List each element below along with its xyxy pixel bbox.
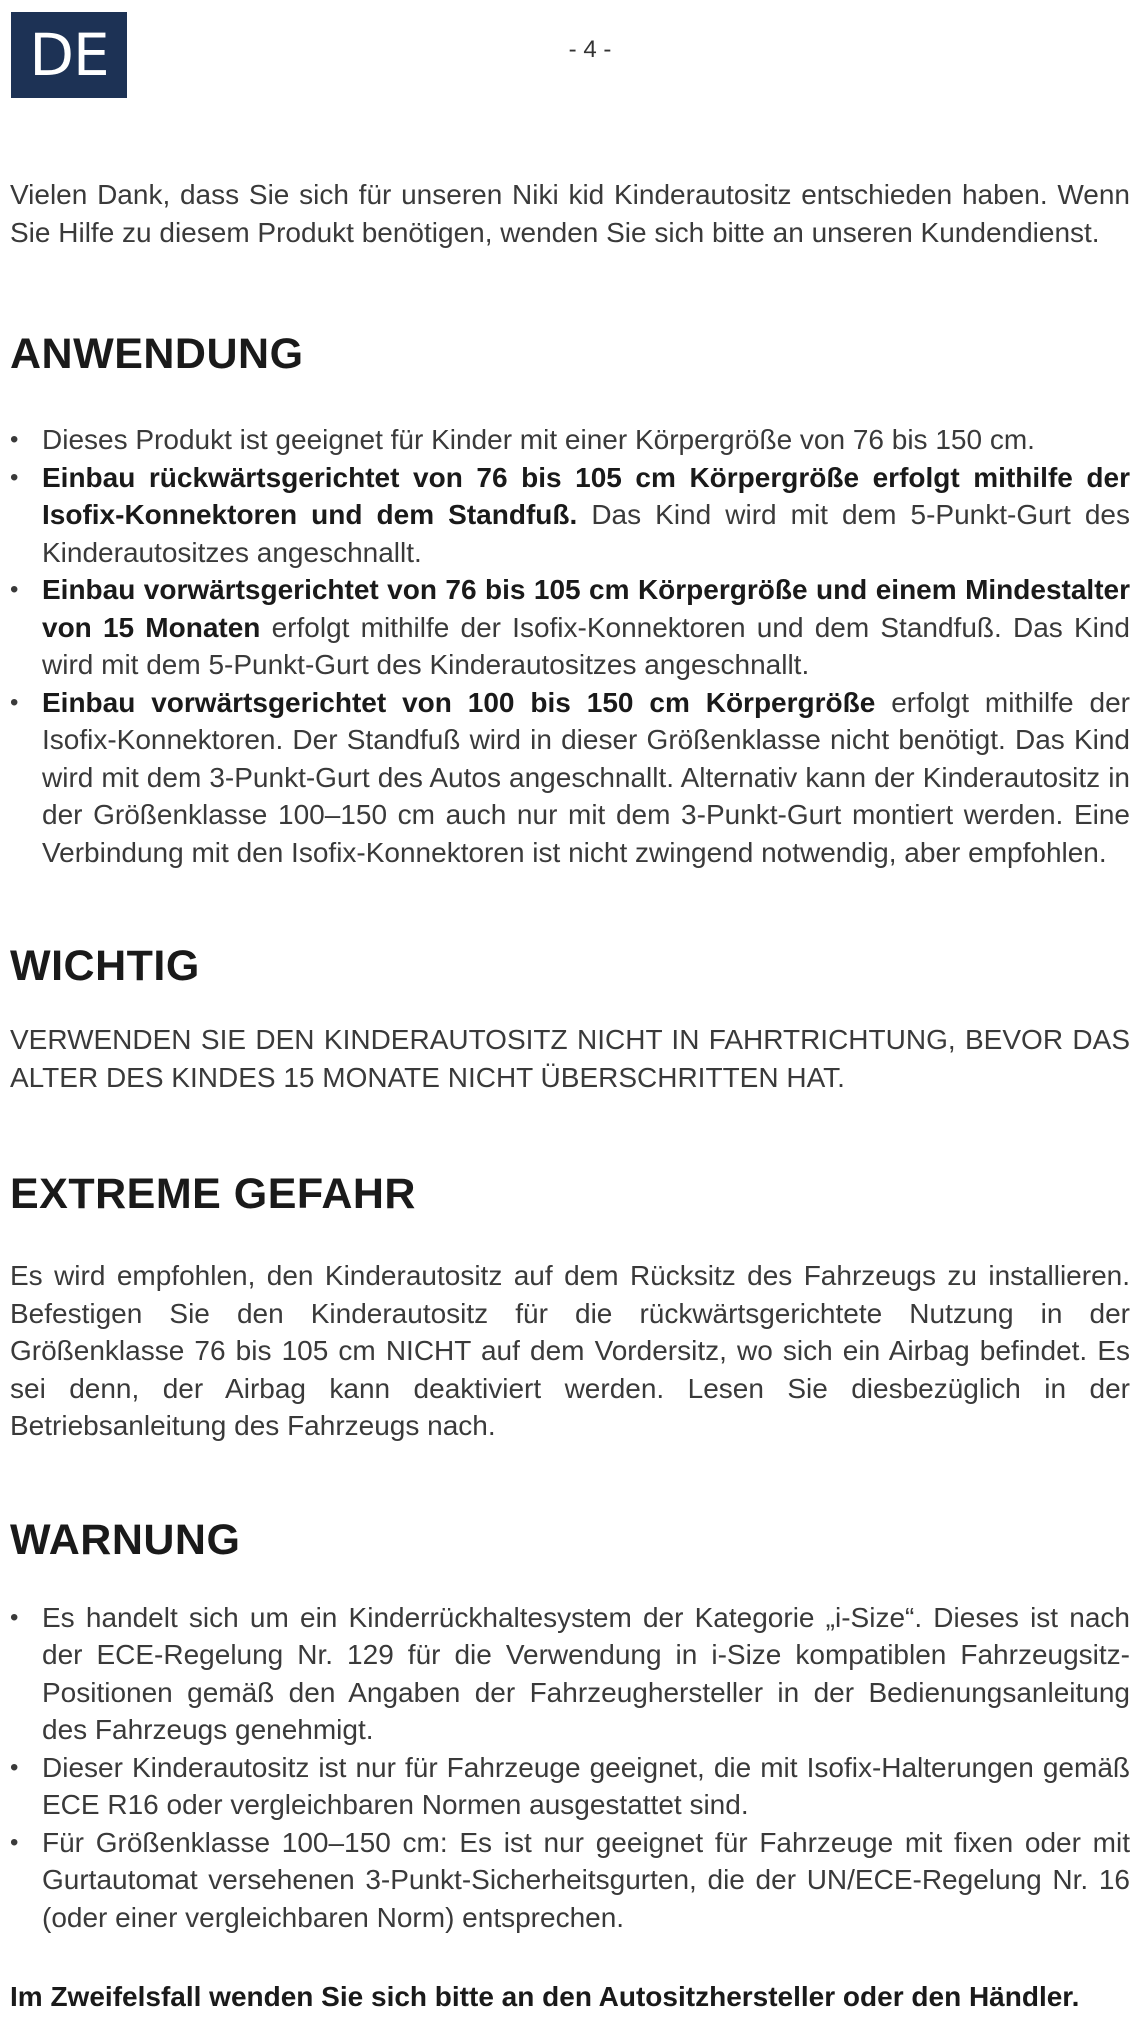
page-content: [10, 176, 1130, 2016]
section-title-wichtig: WICHTIG: [10, 942, 200, 990]
section-warnung: [10, 1515, 1130, 2016]
list-item: • Dieses Produkt ist geeignet für Kinder mit einer Körpergröße von 76 bis 150 cm.: [10, 421, 1130, 459]
section-title-anwendung: ANWENDUNG: [10, 330, 304, 378]
list-item: • Es handelt sich um ein Kinderrückhaltesystem der Kategorie „i-Size“. Dieses ist nach der ECE-Regelung Nr. 129 für die Verwendung in i-Size kompatiblen Fahrzeugsitz-Positionen gemäß den Angaben der Fahrzeughersteller in der Bedienungsanleitung des Fahrzeugs genehmigt.: [10, 1599, 1130, 1749]
list-item: • Einbau vorwärtsgerichtet von 76 bis 105 cm Körpergröße und einem Mindestalter von 15 Monaten erfolgt mithilfe der Isofix-Konnektoren und dem Standfuß. Das Kind wird mit dem 5-Punkt-Gurt des Kinderautositzes angeschnallt.: [10, 571, 1130, 684]
page-number: - 4 -: [568, 36, 612, 63]
section-title-extreme-gefahr: EXTREME GEFAHR: [10, 1170, 416, 1218]
section-anwendung: [10, 329, 1130, 871]
anwendung-list: [10, 421, 1130, 871]
wichtig-text: VERWENDEN SIE DEN KINDERAUTOSITZ NICHT IN FAHRTRICHTUNG, BEVOR DAS ALTER DES KINDES 15 MONATE NICHT ÜBERSCHRITTEN HAT.: [10, 1024, 1130, 1093]
list-item: • Für Größenklasse 100–150 cm: Es ist nur geeignet für Fahrzeuge mit fixen oder mit Gurtautomat versehenen 3-Punkt-Sicherheitsgurten, die der UN/ECE-Regelung Nr. 16 (oder einer vergleichbaren Norm) entsprechen.: [10, 1824, 1130, 1937]
list-item: • Einbau vorwärtsgerichtet von 100 bis 150 cm Körpergröße erfolgt mithilfe der Isofix-Konnektoren. Der Standfuß wird in dieser Größenklasse nicht benötigt. Das Kind wird mit dem 3-Punkt-Gurt des Autos angeschnallt. Alternativ kann der Kinderautositz in der Größenklasse 100–150 cm auch nur mit dem 3-Punkt-Gurt montiert werden. Eine Verbindung mit den Isofix-Konnektoren ist nicht zwingend notwendig, aber empfohlen.: [10, 684, 1130, 872]
list-item: • Einbau rückwärtsgerichtet von 76 bis 105 cm Körpergröße erfolgt mithilfe der Isofix-Konnektoren und dem Standfuß. Das Kind wird mit dem 5-Punkt-Gurt des Kinderautositzes angeschnallt.: [10, 459, 1130, 572]
final-note: Im Zweifelsfall wenden Sie sich bitte an den Autositzhersteller oder den Händler.: [10, 1981, 1080, 2012]
section-wichtig: [10, 941, 1130, 1096]
intro-paragraph: Vielen Dank, dass Sie sich für unseren Niki kid Kinderautositz entschieden haben. Wenn Sie Hilfe zu diesem Produkt benötigen, wenden Sie sich bitte an unseren Kundendienst.: [10, 179, 1130, 248]
section-title-warnung: WARNUNG: [10, 1515, 241, 1564]
section-extreme-gefahr: [10, 1169, 1130, 1445]
language-badge: DE: [11, 12, 127, 98]
warnung-list: [10, 1599, 1130, 1937]
list-item: • Dieser Kinderautositz ist nur für Fahrzeuge geeignet, die mit Isofix-Halterungen gemäß ECE R16 oder vergleichbaren Normen ausgestattet sind.: [10, 1749, 1130, 1824]
gefahr-text: Es wird empfohlen, den Kinderautositz auf dem Rücksitz des Fahrzeugs zu installieren. Befestigen Sie den Kinderautositz für die rückwärtsgerichtete Nutzung in der Größenklasse 76 bis 105 cm NICHT auf dem Vordersitz, wo sich ein Airbag befindet. Es sei denn, der Airbag kann deaktiviert werden. Lesen Sie diesbezüglich in der Betriebsanleitung des Fahrzeugs nach.: [10, 1260, 1130, 1441]
